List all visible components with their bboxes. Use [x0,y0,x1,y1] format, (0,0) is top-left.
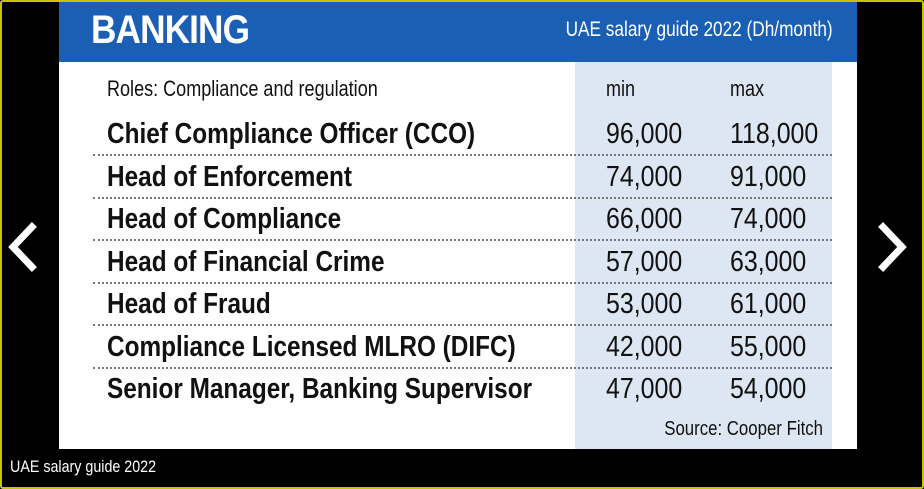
role-name: Chief Compliance Officer (CCO) [107,118,476,150]
min-salary: 47,000 [606,373,683,405]
min-salary: 96,000 [606,118,683,150]
chevron-right-icon [873,222,913,272]
role-name: Head of Fraud [107,288,271,320]
role-name: Senior Manager, Banking Supervisor [107,373,533,405]
table-row [93,157,832,199]
banner-subtitle: UAE salary guide 2022 (Dh/month) [565,18,833,41]
table-row [93,114,832,156]
min-salary: 53,000 [606,288,683,320]
table-row [93,369,832,411]
column-header-roles: Roles: Compliance and regulation [107,76,378,101]
salary-guide-image [59,2,857,449]
table-row [93,327,832,369]
max-salary: 118,000 [730,118,819,150]
column-header-max: max [730,76,765,101]
image-caption: UAE salary guide 2022 [10,457,157,476]
role-name: Compliance Licensed MLRO (DIFC) [107,331,516,363]
max-salary: 91,000 [730,161,807,193]
max-salary: 63,000 [730,246,807,278]
max-salary: 74,000 [730,203,807,235]
source-credit: Source: Cooper Fitch [664,418,823,440]
min-salary: 66,000 [606,203,683,235]
role-name: Head of Compliance [107,203,342,235]
column-header-min: min [606,76,636,101]
next-slide-button[interactable] [873,222,913,272]
table-row [93,199,832,241]
role-name: Head of Enforcement [107,161,353,193]
max-salary: 54,000 [730,373,807,405]
max-salary: 55,000 [730,331,807,363]
previous-slide-button[interactable] [2,222,42,272]
banner-title: BANKING [91,8,250,52]
table-row [93,242,832,284]
banner-header [59,2,857,62]
min-salary: 74,000 [606,161,683,193]
chevron-left-icon [2,222,42,272]
min-salary: 42,000 [606,331,683,363]
role-name: Head of Financial Crime [107,246,385,278]
min-salary: 57,000 [606,246,683,278]
table-row [93,284,832,326]
max-salary: 61,000 [730,288,807,320]
